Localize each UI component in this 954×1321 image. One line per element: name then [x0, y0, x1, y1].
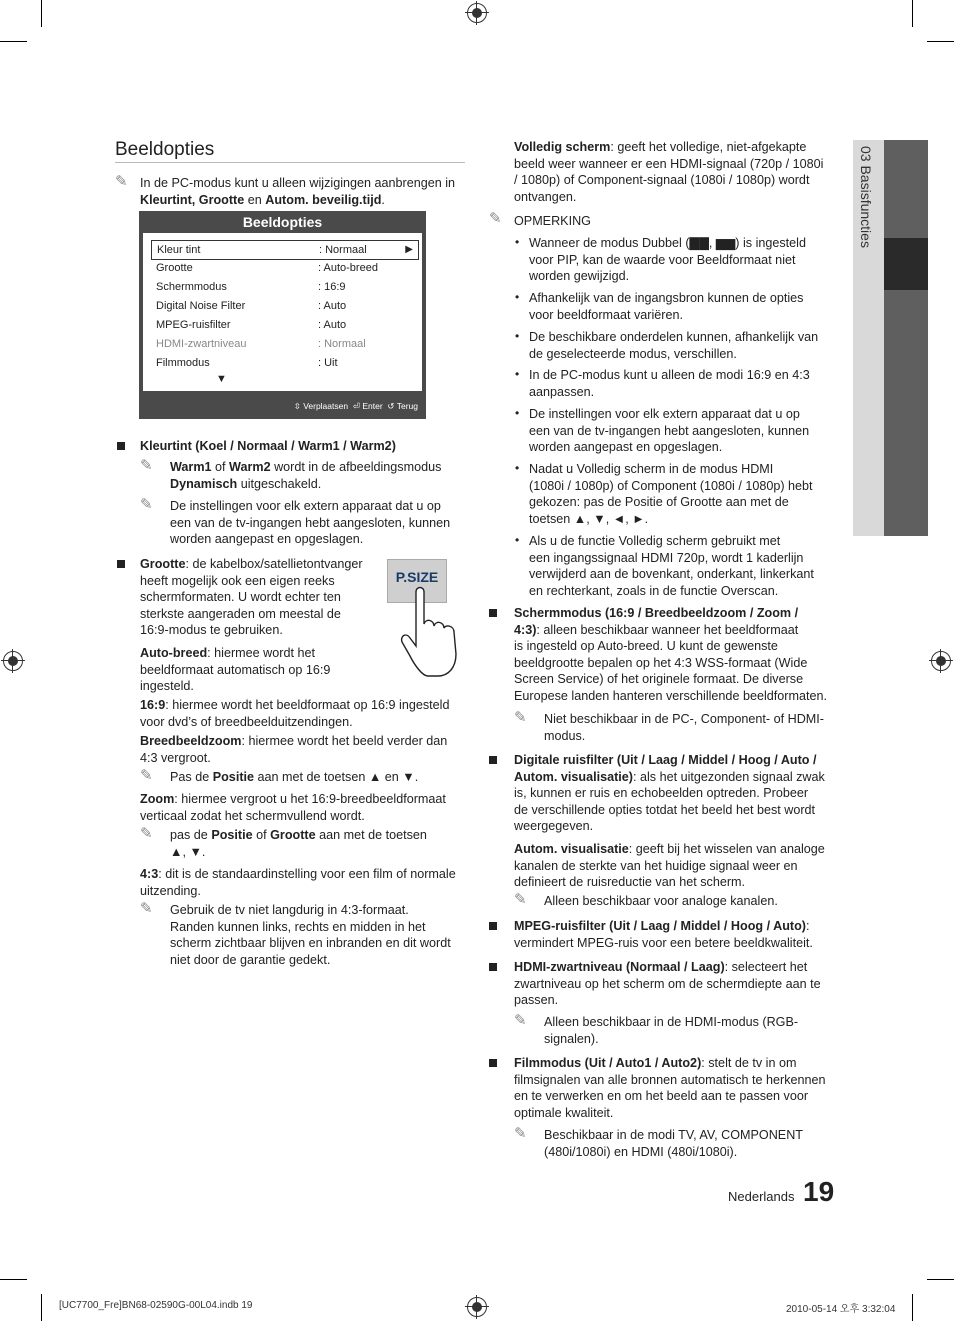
intro-note: In de PC-modus kunt u alleen wijzigingen aanbrengen in Kleurtint, Grootte en Autom. beveilig.tijd. [140, 176, 456, 207]
crop-mark [0, 1279, 27, 1280]
bullet-dot: • [515, 329, 520, 343]
breedbeeldzoom-note: Pas de Positie aan met de toetsen ▲ en ▼. [170, 770, 419, 784]
note-pencil-icon: ✎ [514, 709, 527, 726]
menu-row[interactable]: MPEG-ruisfilter : Auto [156, 319, 347, 331]
autom-visualisatie-paragraph: Autom. visualisatie: geeft bij het wisselen van analoge kanalen de sterkte van het huidige signaal weer en definieert de ruisreductie van het scherm. [514, 842, 825, 890]
return-icon: ↺ [387, 401, 395, 411]
print-info-left: [UC7700_Fre]BN68-02590G-00L04.indb 19 [59, 1300, 253, 1311]
enter-icon: ⏎ [352, 401, 360, 411]
print-info-right: 2010-05-14 오후 3:32:04 [786, 1304, 896, 1315]
registration-mark-icon [467, 3, 487, 23]
volledig-paragraph: Volledig scherm: geeft het volledige, niet-afgekapte beeld weer wanneer er een HDMI-signaal (720p / 1080i / 1080p) of Component-signaal (1080i / 1080p) wordt ontvangen. [514, 140, 824, 204]
filmmodus-note: Beschikbaar in de modi TV, AV, COMPONENT (480i/1080i) en HDMI (480i/1080i). [544, 1128, 803, 1159]
page-title: Beeldopties [115, 139, 215, 160]
side-tab-marker [884, 238, 928, 290]
side-tab-label: 03 Basisfuncties [858, 146, 874, 248]
hdmi-note: Alleen beschikbaar in de HDMI-modus (RGB- signalen). [544, 1015, 799, 1046]
crop-mark [912, 0, 913, 27]
note-pencil-icon: ✎ [514, 1125, 527, 1142]
note-bullet: Wanneer de modus Dubbel (▇▇, ▆▆) is ingesteld voor PIP, kan de waarde voor Beeldformaat niet worden gewijzigd. [529, 236, 806, 284]
bullet-square [489, 609, 497, 617]
mpeg-paragraph: MPEG-ruisfilter (Uit / Laag / Middel / Hoog / Auto): vermindert MPEG-ruis voor een betere beeldkwaliteit. [514, 919, 813, 950]
mode-43-note: Gebruik de tv niet langdurig in 4:3-formaat. Randen kunnen links, rechts en midden in het scherm zichtbaar blijven en inbranden en dit wordt niet door de garantie gedekt. [170, 903, 451, 967]
menu-row[interactable]: Filmmodus : Uit [156, 357, 338, 369]
kleurtint-note: Warm1 of Warm2 wordt in de afbeeldingsmodus Dynamisch uitgeschakeld. [170, 460, 442, 491]
note-pencil-icon: ✎ [514, 1012, 527, 1029]
digitale-ruisfilter-paragraph: Digitale ruisfilter (Uit / Laag / Middel / Hoog / Auto / Autom. visualisatie): als het uitgezonden signaal zwak is, kunnen er ruis en echobeelden optreden. Probeer de verschillende opties totdat het beeld het best wordt weergegeven. [514, 753, 825, 834]
menu-footer: ⇳ Verplaatsen ⏎ Enter ↺ Terug [293, 401, 418, 411]
crop-mark [927, 41, 954, 42]
bullet-square [489, 922, 497, 930]
arrow-right-icon: ▶ [405, 244, 413, 255]
menu-row[interactable]: Grootte : Auto-breed [156, 262, 378, 274]
osd-menu [139, 211, 426, 419]
bullet-square [117, 442, 125, 450]
kleurtint-heading: Kleurtint (Koel / Normaal / Warm1 / Warm2) [140, 439, 396, 453]
bullet-square [489, 1059, 497, 1067]
footer-language: Nederlands [728, 1189, 795, 1204]
bullet-square [117, 560, 125, 568]
pressing-hand-icon [398, 584, 468, 680]
menu-row[interactable]: Schermmodus : 16:9 [156, 281, 346, 293]
schermmodus-note: Niet beschikbaar in de PC-, Component- of HDMI- modus. [544, 712, 824, 743]
bullet-dot: • [515, 461, 520, 475]
crop-mark [927, 1279, 954, 1280]
note-pencil-icon: ✎ [140, 767, 153, 784]
registration-mark-icon [931, 651, 951, 671]
note-bullet: Als u de functie Volledig scherm gebruikt met een ingangssignaal HDMI 720p, wordt 1 kaderlijn verwijderd aan de bovenkant, onderkant, linkerkant en rechterkant, zoals in de functie Overscan. [529, 534, 814, 598]
schermmodus-paragraph: Schermmodus (16:9 / Breedbeeldzoom / Zoom / 4:3): alleen beschikbaar wanneer het beeldformaat is ingesteld op Auto-breed. U kunt de gewenste beeldgrootte bepalen op het 4:3 WSS-formaat (Wide Screen Service) of het originele formaat. De diverse Europese landen hanteren verschillende beeldformaten. [514, 606, 827, 703]
bullet-dot: • [515, 406, 520, 420]
registration-mark-icon [3, 651, 23, 671]
note-bullet: De instellingen voor elk extern apparaat dat u op een van de tv-ingangen hebt aangesloten, kunnen worden aangepast en opgeslagen. [529, 407, 810, 455]
zoom-paragraph: Zoom: hiermee vergroot u het 16:9-breedbeeldformaat verticaal zodat het schermvullend wordt. [140, 792, 446, 823]
psize-remote-button: P.SIZE [387, 559, 447, 603]
opmerking-label: OPMERKING [514, 214, 591, 228]
note-pencil-icon: ✎ [140, 457, 153, 474]
menu-row: HDMI-zwartniveau : Normaal [156, 338, 366, 350]
note-bullet: Nadat u Volledig scherm in de modus HDMI (1080i / 1080p) of Component (1080i / 1080p) hebt gekozen: pas de Positie of Grootte aan met de toetsen ▲, ▼, ◄, ►. [529, 462, 813, 526]
autom-note: Alleen beschikbaar voor analoge kanalen. [544, 894, 778, 908]
note-pencil-icon: ✎ [115, 173, 128, 190]
crop-mark [41, 1294, 42, 1321]
registration-mark-icon [467, 1297, 487, 1317]
hdmi-paragraph: HDMI-zwartniveau (Normaal / Laag): selecteert het zwartniveau op het scherm om de schermdiepte aan te passen. [514, 960, 821, 1008]
zoom-note: pas de Positie of Grootte aan met de toetsen ▲, ▼. [170, 828, 427, 859]
move-icon: ⇳ [293, 401, 301, 411]
mode-169-paragraph: 16:9: hiermee wordt het beeldformaat op 16:9 ingesteld voor dvd’s of breedbeelduitzendingen. [140, 698, 450, 729]
filmmodus-paragraph: Filmmodus (Uit / Auto1 / Auto2): stelt de tv in om filmsignalen van alle bronnen automatisch te herkennen en te verwerken en om het beeld aan te passen voor optimale kwaliteit. [514, 1056, 826, 1120]
grootte-paragraph: Grootte: de kabelbox/satellietontvanger heeft mogelijk ook een eigen reeks schermformaten. U wordt echter ten sterkste aangeraden om meestal de 16:9-modus te gebruiken. [140, 557, 363, 638]
page-number: 19 [803, 1176, 835, 1207]
note-pencil-icon: ✎ [514, 891, 527, 908]
side-tab-dark [884, 140, 928, 536]
title-rule [115, 162, 465, 163]
menu-row[interactable]: Kleur tint : Normaal ▶ [151, 240, 419, 260]
bullet-dot: • [515, 533, 520, 547]
crop-mark [0, 41, 27, 42]
note-bullet: De beschikbare onderdelen kunnen, afhankelijk van de geselecteerde modus, verschillen. [529, 330, 819, 361]
bullet-dot: • [515, 235, 520, 249]
note-pencil-icon: ✎ [489, 210, 502, 227]
note-bullet: Afhankelijk van de ingangsbron kunnen de opties voor beeldformaat variëren. [529, 291, 804, 322]
bullet-dot: • [515, 290, 520, 304]
note-bullet: In de PC-modus kunt u alleen de modi 16:9 en 4:3 aanpassen. [529, 368, 810, 399]
note-pencil-icon: ✎ [140, 496, 153, 513]
bullet-dot: • [515, 367, 520, 381]
crop-mark [912, 1294, 913, 1321]
menu-title: Beeldopties [242, 214, 323, 230]
bullet-square [489, 963, 497, 971]
menu-body [143, 233, 422, 391]
note-pencil-icon: ✎ [140, 900, 153, 917]
scroll-down-icon[interactable]: ▼ [216, 373, 227, 385]
menu-row[interactable]: Digital Noise Filter : Auto [156, 300, 347, 312]
mode-43-paragraph: 4:3: dit is de standaardinstelling voor een film of normale uitzending. [140, 867, 456, 898]
kleurtint-note-2: De instellingen voor elk extern apparaat dat u op een van de tv-ingangen hebt aangesloten, kunnen worden aangepast en opgeslagen. [170, 499, 451, 547]
note-pencil-icon: ✎ [140, 825, 153, 842]
crop-mark [41, 0, 42, 27]
autobreed-paragraph: Auto-breed: hiermee wordt het beeldformaat automatisch op 16:9 ingesteld. [140, 646, 331, 694]
breedbeeldzoom-paragraph: Breedbeeldzoom: hiermee wordt het beeld verder dan 4:3 vergroot. [140, 734, 448, 765]
bullet-square [489, 756, 497, 764]
